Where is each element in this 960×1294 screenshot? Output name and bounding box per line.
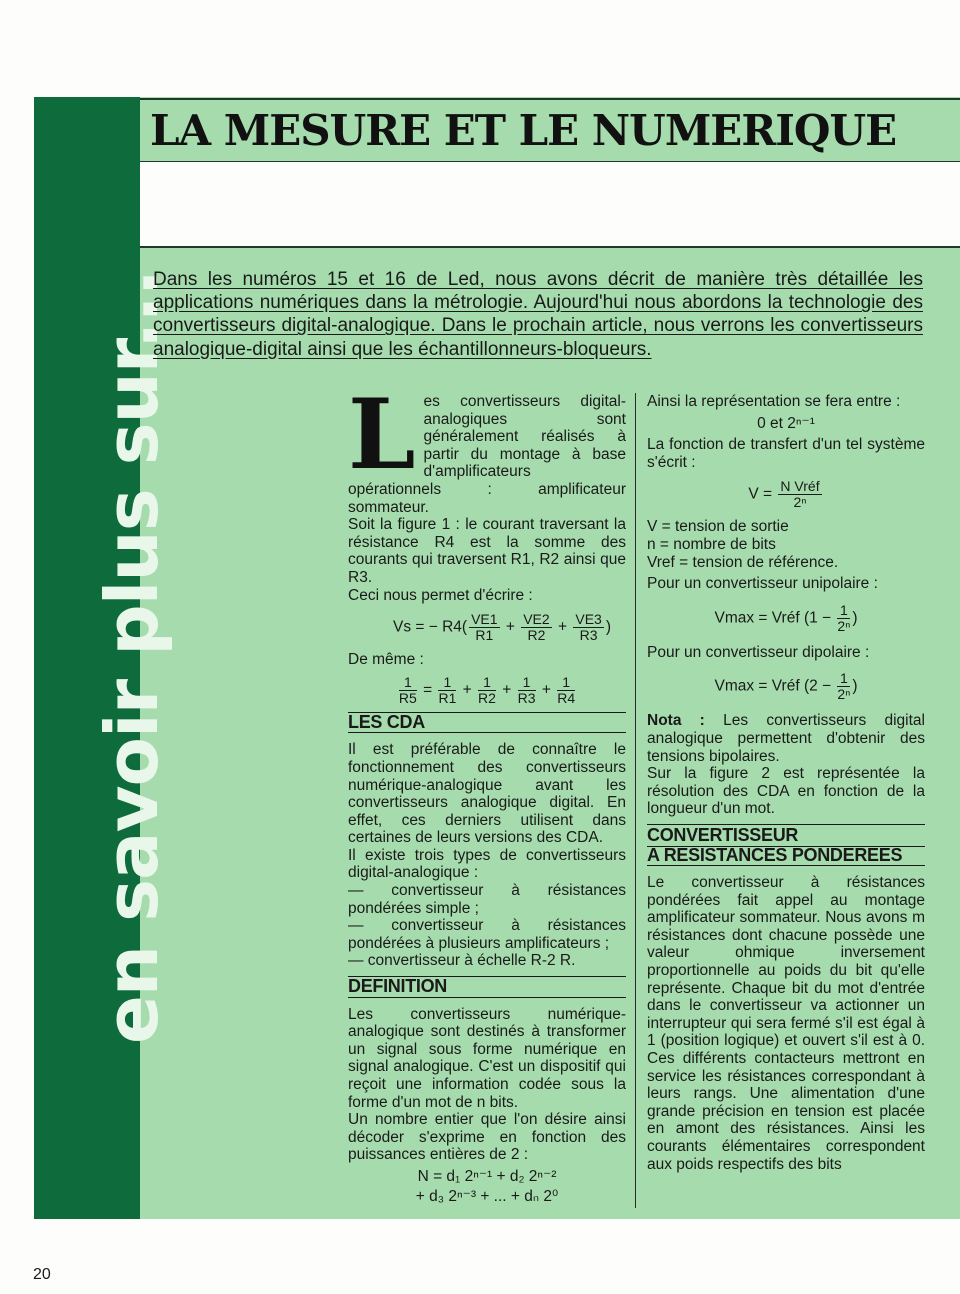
section-heading-definition: DEFINITION — [348, 976, 626, 998]
page-number: 20 — [33, 1266, 51, 1283]
paragraph: Pour un convertisseur unipolaire : — [647, 575, 878, 593]
paragraph: Pour un convertisseur dipolaire : — [647, 643, 870, 661]
intro-paragraph: Dans les numéros 15 et 16 de Led, nous avons décrit de manière très détaillée les applications numériques dans la métrologie. Aujourd'hui nous abordons la technologie des convertisseurs digital-analogique. Dans le prochain article, nous verrons les convertisseurs analogique-digital ainsi que les échantillonneurs-bloqueurs. — [153, 269, 923, 360]
paragraph: De même : — [348, 651, 424, 669]
paragraph: Ceci nous permet d'écrire : — [348, 586, 533, 604]
equation-n-line2: + d₃ 2ⁿ⁻³ + ... + dₙ 2⁰ — [415, 1187, 559, 1205]
definition-line: Vref = tension de référence. — [647, 553, 839, 571]
list-item: — convertisseur à résistances pondérées à plusieurs amplificateurs ; — [348, 917, 626, 952]
equation-unipolar: Vmax = Vréf (1 − $\frac{1}{\text{2ⁿ}}$ ) — [714, 601, 858, 634]
definition-line: n = nombre de bits — [647, 535, 776, 553]
sidebar-vertical-title: en savoir plus sur... — [90, 269, 174, 1045]
paragraph: Les convertisseurs numérique-analogique sont destinés à transformer un signal sous forme numérique en signal analogique. C'est un dispositif qui reçoit une information codée sous la forme d'un mot de n bits. — [348, 1005, 626, 1111]
sidebar-band — [34, 97, 174, 1219]
list-item: — convertisseur à échelle R-2 R. — [348, 952, 576, 970]
paragraph: Un nombre entier que l'on désire ainsi décoder s'exprime en fonction des puissances entières de 2 : — [348, 1111, 626, 1164]
list-item: — convertisseur à résistances pondérées simple ; — [348, 882, 626, 917]
nota-paragraph: Nota : Les convertisseurs digital analogique permettent d'obtenir des tensions bipolaires. — [647, 712, 925, 765]
paragraph: Ainsi la représentation se fera entre : — [647, 393, 901, 410]
section-heading-convertisseur: CONVERTISSEUR A RESISTANCES PONDEREES — [647, 824, 925, 866]
definition-line: V = tension de sortie — [647, 518, 789, 536]
column-divider — [635, 393, 636, 1208]
band-rule — [140, 246, 960, 248]
column-left — [348, 378, 626, 1207]
title-rule-top — [140, 98, 960, 100]
paragraph: Il existe trois types de convertisseurs digital-analogique : — [348, 846, 626, 882]
equation-dipolar: Vmax = Vréf (2 − $\frac{1}{\text{2ⁿ}}$ ) — [714, 670, 858, 703]
equation-vs: Vs = − R4( $\frac{VE1}{R1}$ + $\frac{VE2}{R2}$ + $\frac{VE3}{R3}$ ) — [392, 611, 611, 644]
paragraph: La fonction de transfert d'un tel système s'écrit : — [647, 436, 925, 471]
nota-label: Nota : — [647, 712, 705, 730]
drop-cap: L — [348, 378, 416, 491]
paragraph: Il est préférable de connaître le fonctionnement des convertisseurs numérique-analogique avant les convertisseurs analogique digital. En effet, ces derniers utilisent dans certaines de leurs versions des CDA. — [348, 741, 626, 847]
column-right — [647, 393, 925, 1173]
equation-transfer: V = $\frac{\text{N Vréf}}{\text{2ⁿ}}$ — [748, 478, 820, 511]
paragraph: es convertisseurs digital-analogiques sont généralement réalisés à partir du montage à base d'amplificateurs opérationnels : amplificateur sommateur. — [348, 393, 626, 516]
paragraph: Le convertisseur à résistances pondérées fait appel au montage amplificateur sommateur. Nous avons m résistances dont chacune possède une valeur ohmique inversement proportionnelle au poids du bit qu'elle représente. Chaque bit du mot d'entrée dans le convertisseur va actionner un interrupteur qui sera fermé s'il est égal à 1 (position logique) et ouvert s'il est à 0. Ces différents contacteurs mettront en service les résistances correspondant à leurs rangs. Une alimentation d'une grande précision en tension est placée en amont des résistances. Ainsi les courants élémentaires correspondent aux poids respectifs des bits — [647, 874, 925, 1173]
page-title: LA MESURE ET LE NUMERIQUE — [150, 106, 897, 155]
equation-resistance: $\frac{1}{R5}$ = $\frac{1}{R1}$ + $\frac{1}{R2}$ + $\frac{1}{R3}$ + $\frac{1}{R4}$ — [398, 673, 576, 706]
paragraph: Sur la figure 2 est représentée la résolution des CDA en fonction de la longueur d'un mot. — [647, 765, 925, 818]
section-heading-cda: LES CDA — [348, 712, 626, 734]
title-blank-band — [140, 162, 960, 246]
equation-range: 0 et 2ⁿ⁻¹ — [757, 414, 815, 432]
equation-n-line1: N = d₁ 2ⁿ⁻¹ + d₂ 2ⁿ⁻² — [417, 1167, 557, 1185]
paragraph: Soit la figure 1 : le courant traversant la résistance R4 est la somme des courants qui traversent R1, R2 ainsi que R3. — [348, 516, 626, 586]
